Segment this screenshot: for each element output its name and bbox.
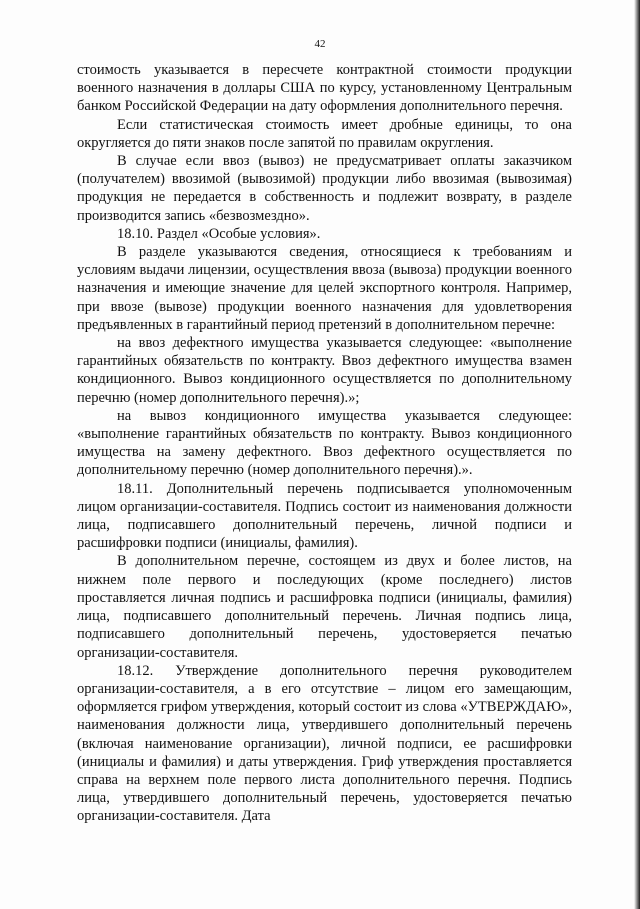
section-heading-18-10: 18.10. Раздел «Особые условия».	[117, 225, 321, 242]
document-body	[77, 61, 572, 826]
paragraph-2: Если статистическая стоимость имеет дробные единицы, то она округляется до пяти знаков после запятой по правилам округления.	[77, 116, 572, 151]
paragraph-7: на вывоз кондиционного имущества указывается следующее: «выполнение гарантийных обязательств по контракту. Вывоз кондиционного имущества на замену дефектного. Ввоз дефектного осуществляется по дополнительному перечню (номер дополнительного перечня).».	[77, 407, 572, 479]
paragraph-18-12: 18.12. Утверждение дополнительного перечня руководителем организации-составителя, а в его отсутствие – лицом его замещающим, оформляется грифом утверждения, который состоит из слова «УТВЕРЖДАЮ», наименования должности лица, утвердившего дополнительный перечень (включая наименование организации), личной подписи, ее расшифровки (инициалы и фамилия) и даты утверждения. Гриф утверждения проставляется справа на верхнем поле первого листа дополнительного перечня. Подпись лица, утвердившего дополнительный перечень, удостоверяется печатью организации-составителя. Дата	[77, 662, 572, 825]
page-number: 42	[314, 38, 326, 50]
scan-edge-shadow	[634, 0, 640, 909]
paragraph-6: на ввоз дефектного имущества указывается следующее: «выполнение гарантийных обязательств по контракту. Ввоз дефектного имущества взамен кондиционного. Вывоз кондиционного осуществляется по дополнительному перечню (номер дополнительного перечня).»;	[77, 335, 572, 406]
paragraph-1: стоимость указывается в пересчете контрактной стоимости продукции военного назначения в доллары США по курсу, установленному Центральным банком Российской Федерации на дату оформления дополнительного перечня.	[77, 62, 572, 115]
paragraph-5: В разделе указываются сведения, относящиеся к требованиям и условиям выдачи лицензии, осуществления ввоза (вывоза) продукции военного назначения и имеющие значение для целей экспортного контроля. Например, при ввозе (вывозе) продукции военного назначения для удовлетворения предъявленных в гарантийный период претензий в дополнительном перечне:	[77, 244, 572, 333]
paragraph-3: В случае если ввоз (вывоз) не предусматривает оплаты заказчиком (получателем) ввозимой (вывозимой) продукции либо ввозимая (вывозимая) продукция не передается в собственность и подлежит возврату, в разделе производится запись «безвозмездно».	[77, 153, 572, 224]
paragraph-18-11: 18.11. Дополнительный перечень подписывается уполномоченным лицом организации-составителя. Подпись состоит из наименования должности лица, подписавшего дополнительный перечень, личной подписи и расшифровки подписи (инициалы, фамилия).	[77, 480, 572, 552]
paragraph-9: В дополнительном перечне, состоящем из двух и более листов, на нижнем поле первого и последующих (кроме последнего) листов проставляется личная подпись и расшифровка подписи (инициалы, фамилия) лица, подписавшего дополнительный перечень. Личная подпись лица, подписавшего дополнительный перечень, удостоверяется печатью организации-составителя.	[77, 553, 572, 661]
